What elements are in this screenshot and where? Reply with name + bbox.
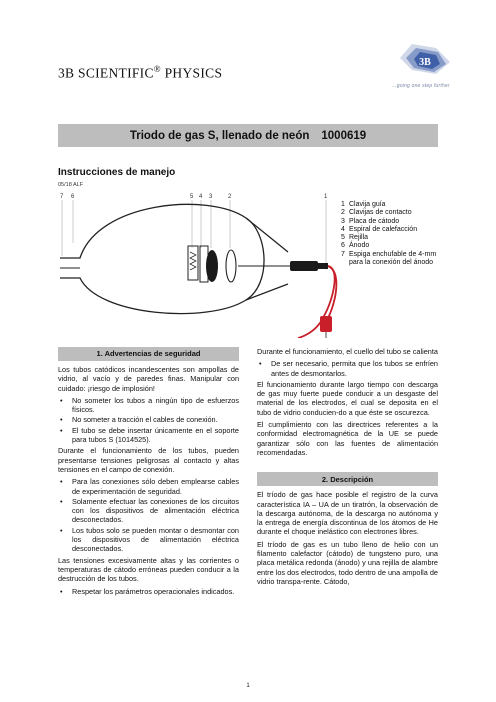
product-name: Triodo de gas S, llenado de neón — [129, 129, 310, 142]
paragraph: Durante el funcionamiento, el cuello del tubo se calienta — [257, 347, 438, 356]
paragraph: El tríodo de gas hace posible el registro de la curva característica IA – UA de un tiratrón, la observación de la descarga autónoma, de la descarga no autónoma y la entrega de energía discontinua de los átomos de He durante el choque inelástico con electrones libres. — [257, 490, 438, 537]
tagline: ...going one step further — [392, 83, 450, 89]
paragraph: El funcionamiento durante largo tiempo con descarga de gas muy fuerte puede conducir a un desgaste del material de los electrodos, el cual se deposita en el tubo de vidrio conducien-do a que éste se oscurezca. — [257, 379, 438, 417]
bullet-list — [58, 477, 239, 553]
brand-suffix: PHYSICS — [164, 65, 223, 81]
brand-name: 3B SCIENTIFIC — [58, 65, 154, 81]
callout-6: 6 — [71, 194, 75, 200]
legend-item — [341, 226, 441, 234]
legend-text: Espiral de calefacción — [349, 225, 418, 233]
legend-text: Placa de cátodo — [349, 217, 400, 225]
product-number: 1000619 — [321, 129, 367, 142]
legend-text: Ánodo — [349, 242, 370, 250]
callout-2: 2 — [228, 194, 232, 200]
list-item: • No someter a tracción el cables de conexión. — [58, 415, 239, 424]
title-bar — [58, 124, 438, 147]
legend-number: 1 — [341, 201, 345, 208]
registered-mark: ® — [153, 64, 161, 74]
legend-item — [341, 251, 441, 268]
callout-7: 7 — [60, 194, 64, 200]
legend-number: 2 — [341, 209, 345, 217]
document-code: 05/18 ALF — [58, 182, 84, 188]
list-item: • Solamente efectuar las conexiones de los circuitos con los dispositivos de alimentación eléctrica desconectados. — [58, 497, 239, 525]
list-item: • Respetar los parámetros operacionales indicados. — [58, 587, 239, 596]
legend-number: 4 — [341, 225, 345, 233]
legend-text: Espiga enchufable de 4-mm para la conexión del ánodo — [349, 250, 437, 267]
callout-4: 4 — [199, 194, 203, 200]
list-item: • El tubo se debe insertar únicamente en el soporte para tubos S (1014525). — [58, 426, 239, 445]
callout-5: 5 — [190, 194, 194, 200]
brand-title — [58, 64, 222, 82]
paragraph: Las tensiones excesivamente altas y las corrientes o temperaturas de cátodo erróneas pueden conducir a la destrucción de los tubos. — [58, 555, 239, 584]
paragraph: El cumplimiento con las directrices referentes a la conformidad electromagnética de la UE se puede garantizar sólo con las fuentes de alimentación recomendadas. — [257, 420, 438, 457]
bullet-list — [257, 359, 438, 378]
bullet-list — [58, 587, 239, 596]
list-item: • Los tubos solo se pueden montar o desmontar con los dispositivos de alimentación eléctrica desconectados. — [58, 526, 239, 554]
logo-text: 3B — [419, 57, 431, 68]
section-heading-safety: 1. Advertencias de seguridad — [58, 347, 239, 361]
callout-3: 3 — [209, 194, 213, 200]
legend-item — [341, 242, 441, 250]
page-subtitle: Instrucciones de manejo — [58, 167, 176, 178]
legend-number: 7 — [341, 250, 345, 258]
legend-text: Clavijas de contacto — [349, 209, 412, 217]
right-column — [257, 347, 438, 589]
bullet-list — [58, 396, 239, 444]
legend-number: 5 — [341, 234, 345, 242]
legend-text: Clavija guía — [349, 201, 386, 208]
callout-1: 1 — [324, 194, 328, 200]
legend-number: 6 — [341, 242, 345, 250]
list-item: • No someter los tubos a ningún tipo de esfuerzos físicos. — [58, 396, 239, 415]
legend-text: Rejilla — [349, 234, 369, 242]
list-item: • De ser necesario, permita que los tubos se enfríen antes de desmontarlos. — [257, 359, 438, 378]
paragraph: Los tubos catódicos incandescentes son ampollas de vidrio, al vacío y de paredes finas. Manipular con cuidado: ¡riesgo de implosión! — [58, 365, 239, 393]
legend-item — [341, 218, 441, 226]
left-column — [58, 347, 239, 598]
figure-legend — [341, 201, 441, 267]
legend-number: 3 — [341, 217, 345, 225]
list-item: • Para las conexiones sólo deben emplearse cables de experimentación de seguridad. — [58, 477, 239, 496]
triode-tube-diagram — [58, 188, 348, 338]
paragraph: El tríodo de gas es un tubo lleno de helio con un filamento calefactor (cátodo) de tungsteno puro, una placa metálica redonda (ánodo) y una rejilla de alambre entre los dos electrodos, todo dentro de una ampolla de vidrio transpa-rente. Cátodo, — [257, 539, 438, 586]
legend-item — [341, 201, 441, 209]
page-number: 1 — [246, 683, 250, 689]
section-heading-description: 2. Descripción — [257, 472, 438, 486]
paragraph: Durante el funcionamiento de los tubos, pueden presentarse tensiones peligrosas al contacto y altas tensiones en el campo de conexión. — [58, 446, 239, 474]
legend-item — [341, 209, 441, 217]
